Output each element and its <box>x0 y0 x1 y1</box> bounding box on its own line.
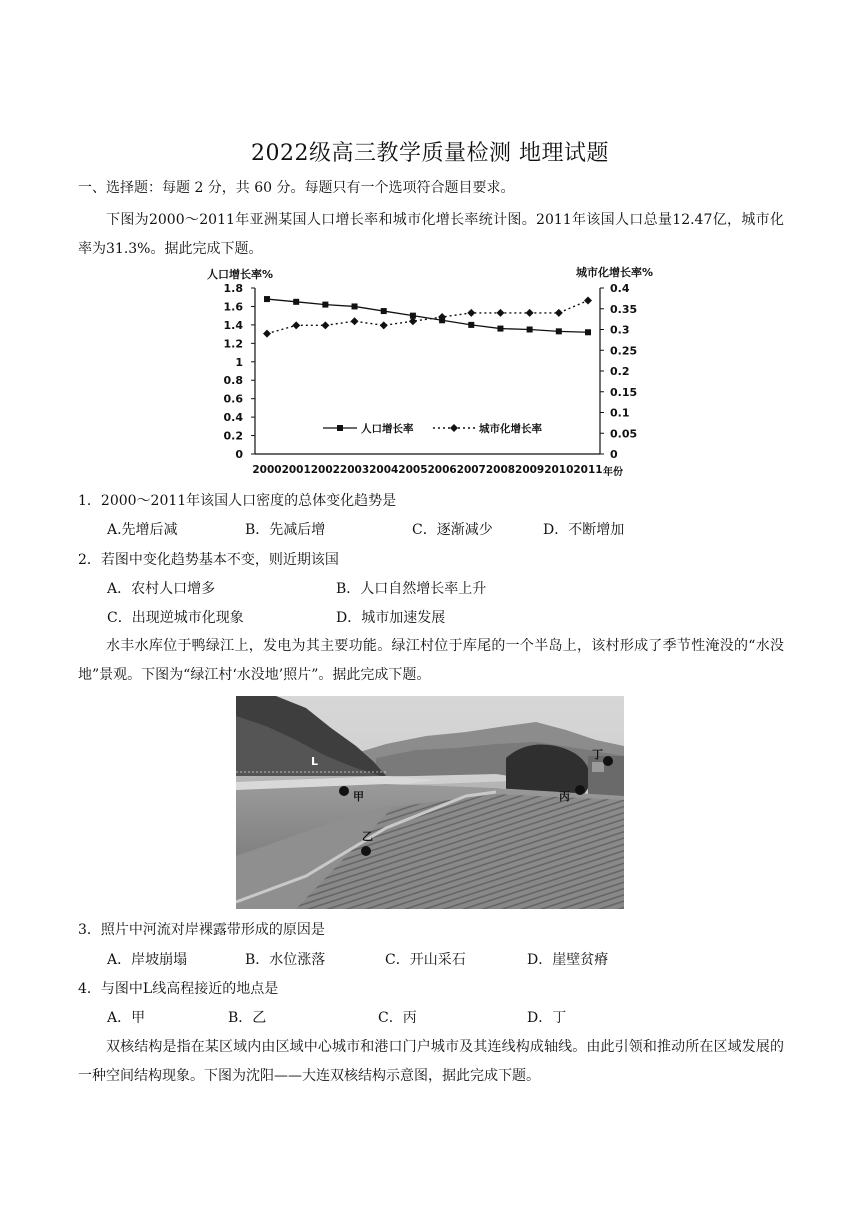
x-tick-label: 2002 <box>310 464 340 476</box>
question-1-option-d[interactable]: D．不断增加 <box>543 522 625 538</box>
page-title: 2022级高三教学质量检测 地理试题 <box>251 141 609 166</box>
question-2-option-d[interactable]: D．城市加速发展 <box>336 610 446 626</box>
population-growth-point <box>293 299 299 305</box>
right-tick-label: 0.35 <box>610 302 638 316</box>
x-tick-label: 2000 <box>252 464 282 476</box>
x-axis-title: 年份 <box>603 467 623 478</box>
right-tick-label: 0.3 <box>610 323 630 337</box>
urbanization-growth-point <box>263 330 271 338</box>
label-bing: 丙 <box>559 790 570 803</box>
question-4-option-b[interactable]: B．乙 <box>228 1010 267 1026</box>
question-2-option-c[interactable]: C．出现逆城市化现象 <box>107 610 244 626</box>
point-bing <box>575 785 585 795</box>
x-tick-label: 2006 <box>427 464 457 476</box>
population-growth-line <box>267 299 588 332</box>
right-tick-label: 0 <box>610 448 618 461</box>
question-3-option-d[interactable]: D．崖壁贫瘠 <box>527 952 609 968</box>
question-1-option-b[interactable]: B．先减后增 <box>245 522 326 538</box>
question-1-option-c[interactable]: C．逐渐减少 <box>412 522 493 538</box>
x-tick-label: 2010 <box>544 464 574 476</box>
question-3-option-b[interactable]: B．水位涨落 <box>245 952 326 968</box>
urbanization-growth-point <box>380 321 388 329</box>
question-3-option-a[interactable]: A．岸坡崩塌 <box>107 952 188 968</box>
right-tick-label: 0.2 <box>610 365 630 378</box>
x-tick-label: 2005 <box>398 464 428 476</box>
urbanization-growth-line <box>267 300 588 333</box>
x-tick-label: 2008 <box>485 464 516 476</box>
label-jia: 甲 <box>353 790 364 803</box>
question-2-option-b[interactable]: B．人口自然增长率上升 <box>336 581 487 597</box>
left-tick-label: 0.6 <box>223 392 243 406</box>
right-tick-label: 0.15 <box>610 385 638 399</box>
section-header: 一、选择题：每题 2 分，共 60 分。每题只有一个选项符合题目要求。 <box>78 180 515 196</box>
population-growth-point <box>585 329 591 335</box>
label-L: L <box>311 755 319 768</box>
population-growth-point <box>381 308 387 314</box>
right-tick-label: 0.4 <box>610 282 630 295</box>
question-4-option-c[interactable]: C．丙 <box>378 1010 417 1026</box>
label-yi: 乙 <box>362 830 373 843</box>
urbanization-growth-point <box>526 309 534 317</box>
question-2-option-a[interactable]: A．农村人口增多 <box>107 581 216 597</box>
population-growth-point <box>527 327 533 333</box>
left-tick-label: 0.8 <box>223 374 243 388</box>
urbanization-growth-point <box>351 317 359 325</box>
question-1-stem: 1．2000～2011年该国人口密度的总体变化趋势是 <box>78 493 397 509</box>
urbanization-growth-point <box>496 309 504 317</box>
urbanization-growth-point <box>321 321 329 329</box>
left-tick-label: 1.8 <box>223 282 243 295</box>
question-1-option-a[interactable]: A.先增后减 <box>107 522 178 538</box>
label-ding: 丁 <box>592 748 603 761</box>
right-tick-label: 0.1 <box>610 406 630 420</box>
x-tick-label: 2011 <box>573 464 603 476</box>
population-growth-point <box>264 296 270 302</box>
intro-paragraph-1: 下图为2000～2011年亚洲某国人口增长率和城市化增长率统计图。2011年该国人口总量12.47亿，城市化率为31.3%。据此完成下题。 <box>78 212 784 257</box>
left-tick-label: 1.6 <box>223 300 243 314</box>
left-tick-label: 1 <box>235 355 243 369</box>
question-3-option-c[interactable]: C．开山采石 <box>385 952 466 968</box>
left-tick-label: 1.4 <box>223 318 243 332</box>
left-axis-title: 人口增长率% <box>207 268 274 281</box>
population-growth-point <box>497 326 503 332</box>
question-2-stem: 2．若图中变化趋势基本不变，则近期该国 <box>78 552 339 568</box>
legend-population-marker <box>337 425 343 431</box>
right-axis-title: 城市化增长率% <box>575 266 653 279</box>
legend-urbanization-label: 城市化增长率 <box>479 423 542 435</box>
urbanization-growth-point <box>292 321 300 329</box>
question-4-option-d[interactable]: D．丁 <box>527 1010 567 1026</box>
intro-paragraph-3: 双核结构是指在某区域内由区域中心城市和港口门户城市及其连线构成轴线。由此引领和推动所在区域发展的一种空间结构现象。下图为沈阳——大连双核结构示意图，据此完成下题。 <box>78 1039 784 1084</box>
legend-population-label: 人口增长率 <box>361 423 414 435</box>
population-growth-point <box>352 303 358 309</box>
urbanization-growth-point <box>555 309 563 317</box>
question-4-option-a[interactable]: A．甲 <box>107 1010 146 1026</box>
population-growth-point <box>468 322 474 328</box>
right-tick-label: 0.05 <box>610 427 638 441</box>
x-tick-label: 2004 <box>369 464 399 476</box>
green-river-village-photo <box>236 696 624 909</box>
question-3-stem: 3．照片中河流对岸裸露带形成的原因是 <box>78 922 325 938</box>
population-growth-point <box>322 302 328 308</box>
x-tick-label: 2003 <box>339 464 370 476</box>
x-tick-label: 2009 <box>515 464 545 476</box>
right-tick-label: 0.25 <box>610 344 638 358</box>
left-tick-label: 1.2 <box>223 337 243 351</box>
point-jia <box>339 786 349 796</box>
urbanization-growth-point <box>467 309 475 317</box>
left-tick-label: 0 <box>235 448 243 461</box>
population-chart <box>205 262 655 484</box>
question-4-stem: 4．与图中L线高程接近的地点是 <box>78 981 279 997</box>
left-tick-label: 0.4 <box>223 411 243 425</box>
point-ding <box>603 756 613 766</box>
intro-paragraph-2: 水丰水库位于鸭绿江上，发电为其主要功能。绿江村位于库尾的一个半岛上，该村形成了季节性淹没的“水没地”景观。下图为“绿江村‘水没地’照片”。据此完成下题。 <box>78 638 784 683</box>
left-tick-label: 0.2 <box>223 429 243 443</box>
urbanization-growth-point <box>584 296 592 304</box>
population-growth-point <box>556 328 562 334</box>
x-tick-label: 2007 <box>456 464 486 476</box>
x-tick-label: 2001 <box>281 464 311 476</box>
legend-urbanization-marker <box>450 424 458 432</box>
point-yi <box>361 846 371 856</box>
